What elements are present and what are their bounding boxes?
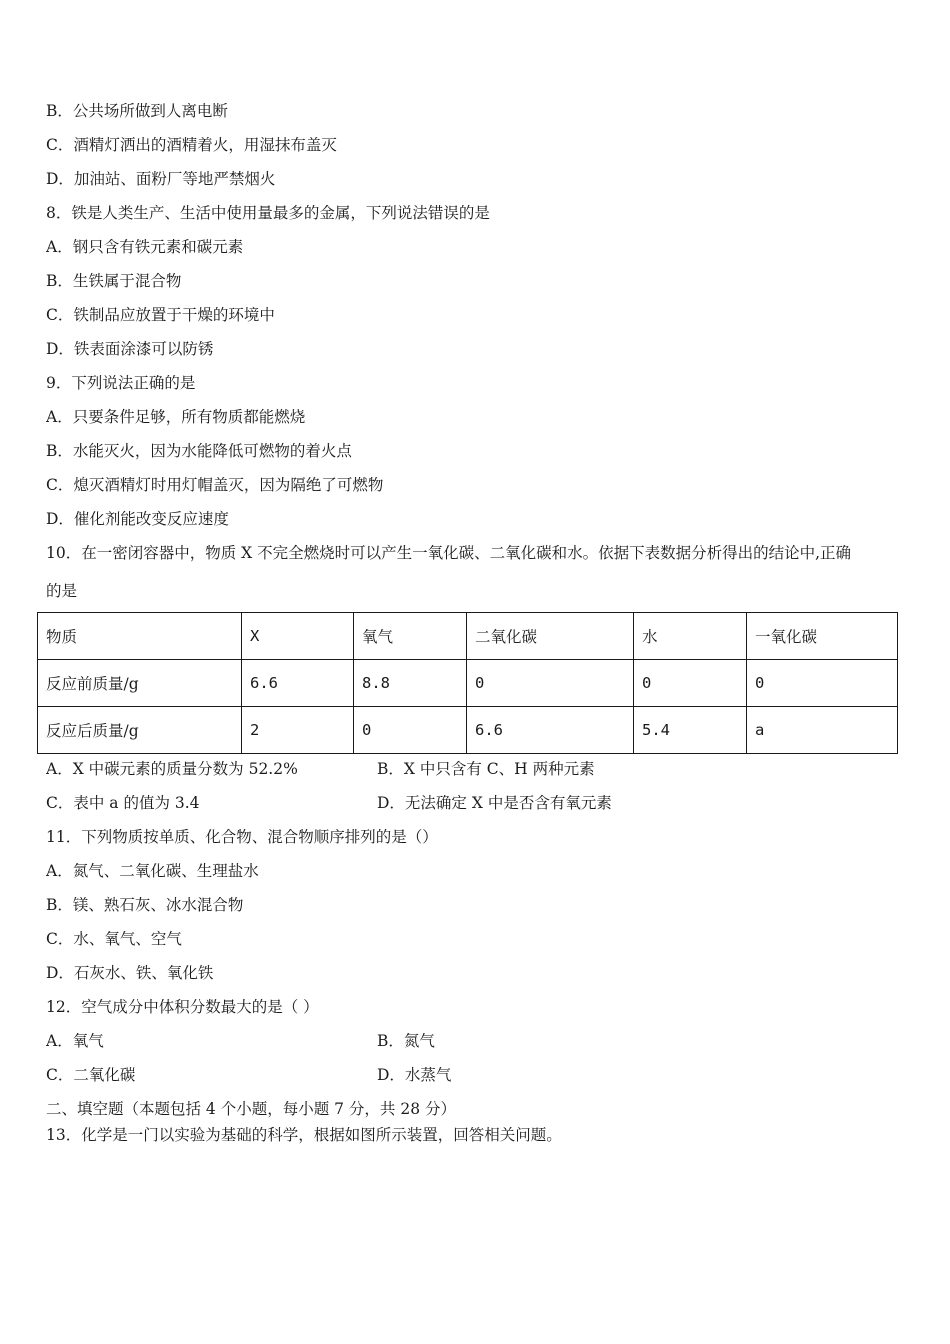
table-header-row xyxy=(38,613,898,660)
table-header-cell: 物质 xyxy=(38,613,242,660)
table-cell: 6.6 xyxy=(242,660,354,707)
q10-data-table xyxy=(37,612,898,754)
table-cell: 6.6 xyxy=(467,707,634,754)
table-cell: 反应后质量/g xyxy=(38,707,242,754)
table-header-cell: X xyxy=(242,613,354,660)
q12-option-d: D．水蒸气 xyxy=(377,1066,452,1084)
table-cell: 0 xyxy=(634,660,747,707)
table-header-cell: 水 xyxy=(634,613,747,660)
q12-option-a: A．氧气 xyxy=(46,1032,104,1050)
table-cell: 0 xyxy=(747,660,898,707)
table-cell: 2 xyxy=(242,707,354,754)
q9-option-c: C．熄灭酒精灯时用灯帽盖灭，因为隔绝了可燃物 xyxy=(46,476,384,494)
q7-option-c: C．酒精灯洒出的酒精着火，用湿抹布盖灭 xyxy=(46,136,337,154)
table-header-cell: 一氧化碳 xyxy=(747,613,898,660)
q10-option-a: A．X 中碳元素的质量分数为 52.2% xyxy=(46,760,298,778)
table-cell: 反应前质量/g xyxy=(38,660,242,707)
table-cell: a xyxy=(747,707,898,754)
q11-stem: 11．下列物质按单质、化合物、混合物顺序排列的是（） xyxy=(46,828,438,846)
q10-option-b: B．X 中只含有 C、H 两种元素 xyxy=(377,760,595,778)
q13-stem: 13．化学是一门以实验为基础的科学，根据如图所示装置，回答相关问题。 xyxy=(46,1126,562,1144)
q8-option-b: B．生铁属于混合物 xyxy=(46,272,182,290)
table-cell: 0 xyxy=(354,707,467,754)
q12-stem: 12．空气成分中体积分数最大的是（ ） xyxy=(46,998,319,1016)
q10-stem-line1: 10．在一密闭容器中，物质 X 不完全燃烧时可以产生一氧化碳、二氧化碳和水。依据下表数据分析得出的结论中,正确 xyxy=(46,544,852,562)
table-cell: 0 xyxy=(467,660,634,707)
table-header-cell: 二氧化碳 xyxy=(467,613,634,660)
q7-option-b: B．公共场所做到人离电断 xyxy=(46,102,228,120)
q7-option-d: D．加油站、面粉厂等地严禁烟火 xyxy=(46,170,276,188)
table-cell: 8.8 xyxy=(354,660,467,707)
q8-option-c: C．铁制品应放置于干燥的环境中 xyxy=(46,306,275,324)
q10-option-c: C．表中 a 的值为 3.4 xyxy=(46,794,200,812)
q11-option-d: D．石灰水、铁、氧化铁 xyxy=(46,964,214,982)
q12-option-c: C．二氧化碳 xyxy=(46,1066,136,1084)
q8-option-a: A．钢只含有铁元素和碳元素 xyxy=(46,238,244,256)
q8-stem: 8．铁是人类生产、生活中使用量最多的金属，下列说法错误的是 xyxy=(46,204,490,222)
q9-option-b: B．水能灭火，因为水能降低可燃物的着火点 xyxy=(46,442,352,460)
q9-option-a: A．只要条件足够，所有物质都能燃烧 xyxy=(46,408,306,426)
q11-option-a: A．氮气、二氧化碳、生理盐水 xyxy=(46,862,259,880)
q12-option-b: B．氮气 xyxy=(377,1032,435,1050)
q9-stem: 9．下列说法正确的是 xyxy=(46,374,196,392)
q10-option-d: D．无法确定 X 中是否含有氧元素 xyxy=(377,794,612,812)
table-row xyxy=(38,660,898,707)
table-cell: 5.4 xyxy=(634,707,747,754)
table-row xyxy=(38,707,898,754)
q10-stem-line2: 的是 xyxy=(46,582,78,600)
q9-option-d: D．催化剂能改变反应速度 xyxy=(46,510,229,528)
q8-option-d: D．铁表面涂漆可以防锈 xyxy=(46,340,214,358)
table-header-cell: 氧气 xyxy=(354,613,467,660)
section2-title: 二、填空题（本题包括 4 个小题，每小题 7 分，共 28 分） xyxy=(46,1100,457,1118)
q11-option-c: C．水、氧气、空气 xyxy=(46,930,182,948)
q11-option-b: B．镁、熟石灰、冰水混合物 xyxy=(46,896,244,914)
